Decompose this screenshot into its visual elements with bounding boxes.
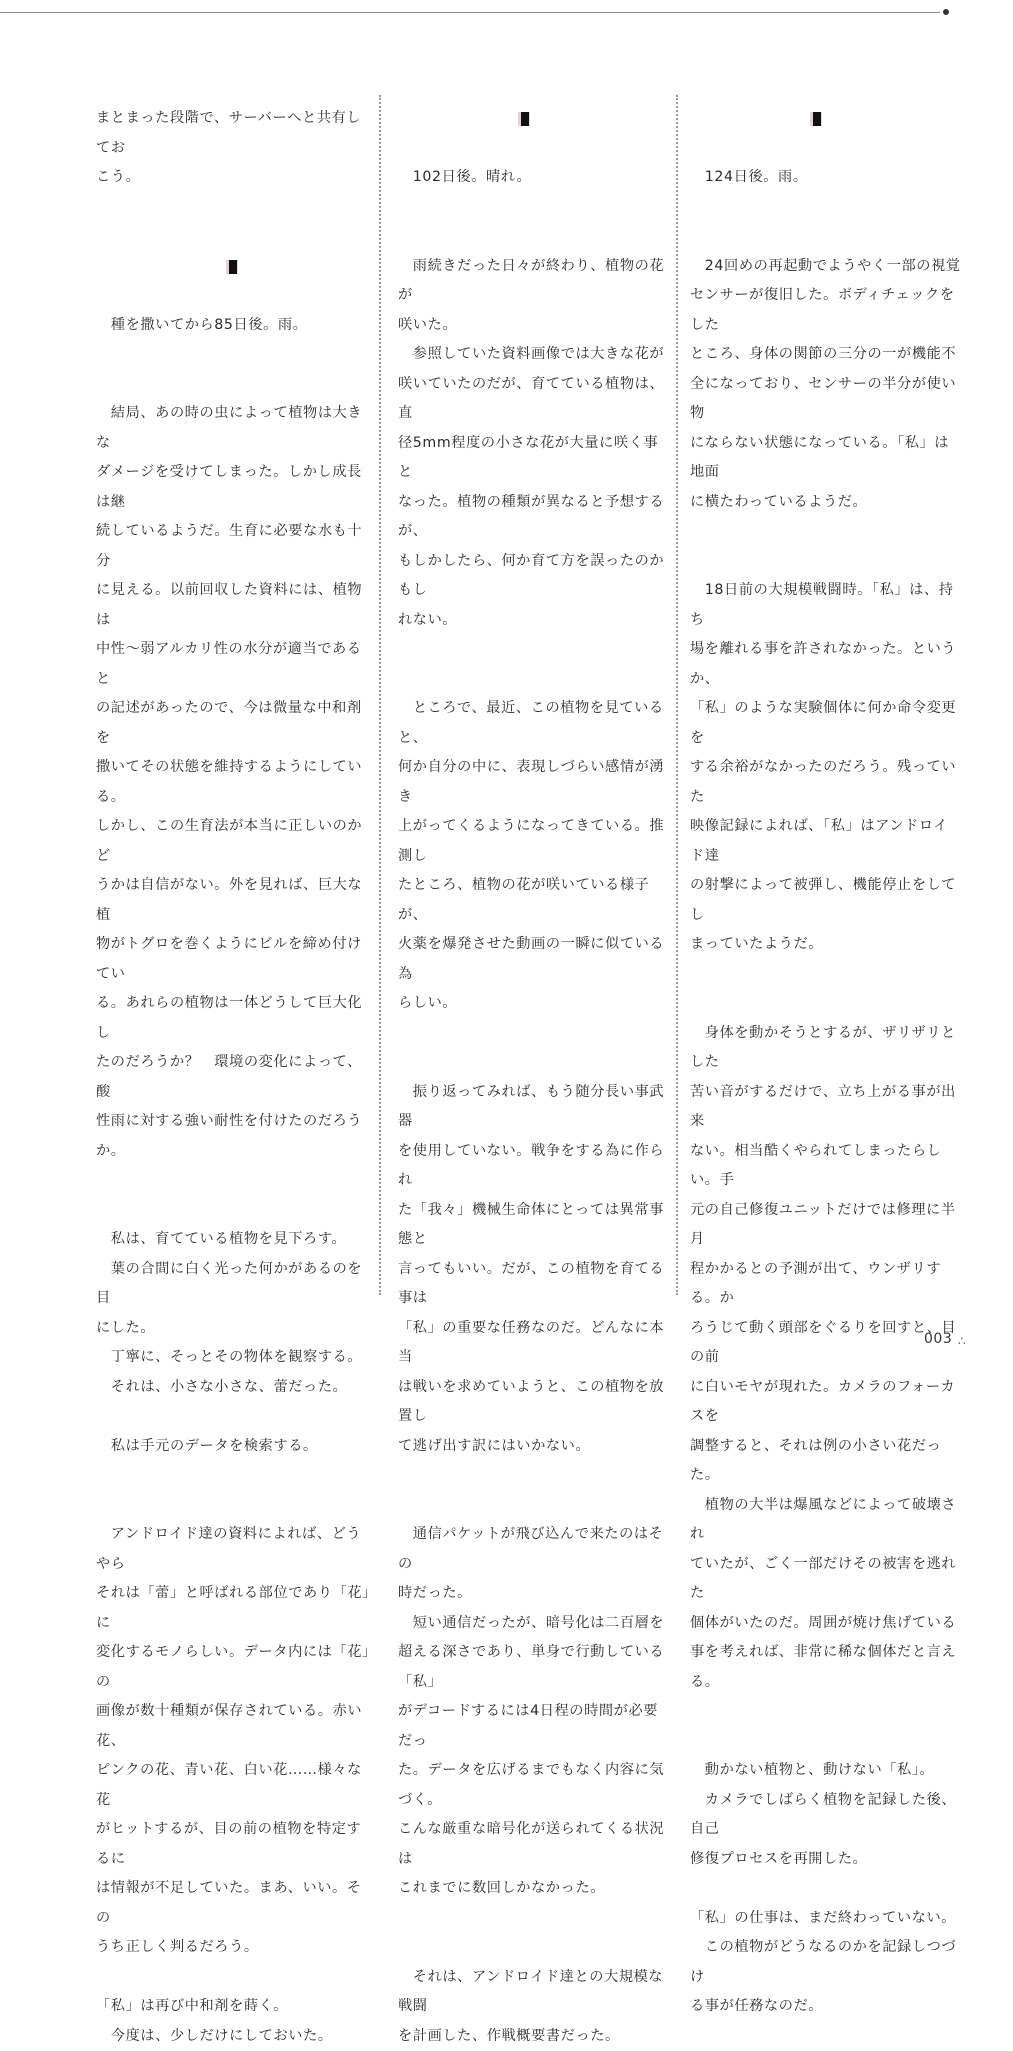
text-line: アンドロイド達の資料によれば、どうやら: [96, 1520, 374, 1579]
text-line: なった。植物の種類が異なると予想するが、: [398, 488, 670, 547]
blank-line: [690, 517, 962, 547]
blank-line: [690, 222, 962, 252]
text-line: カメラでしばらく植物を記録した後、自己: [690, 1786, 962, 1845]
text-line: ピンクの花、青い花、白い花……様々な花: [96, 1756, 374, 1815]
text-line: にした。: [96, 1314, 374, 1344]
text-line: する余裕がなかったのだろう。残っていた: [690, 753, 962, 812]
text-line: 物がトグロを巻くようにビルを締め付けてい: [96, 930, 374, 989]
text-line: 通信パケットが飛び込んで来たのはその: [398, 1520, 670, 1579]
blank-line: [398, 1904, 670, 1934]
text-line: それは、アンドロイド達との大規模な戦闘: [398, 1963, 670, 2022]
blank-line: [96, 370, 374, 400]
text-line: ところ、身体の関節の三分の一が機能不: [690, 340, 962, 370]
blank-line: [690, 960, 962, 990]
section-marker-icon: [810, 112, 822, 126]
text-line: 私は手元のデータを検索する。: [96, 1432, 374, 1462]
blank-line: [398, 635, 670, 665]
text-line: 映像記録によれば、「私」はアンドロイド達: [690, 812, 962, 871]
text-line: 124日後。雨。: [690, 163, 962, 193]
column-2: [398, 104, 670, 2051]
text-line: れない。: [398, 606, 670, 636]
blank-line: [96, 1491, 374, 1521]
text-line: 変化するモノらしい。データ内には「花」の: [96, 1638, 374, 1697]
text-line: 程かかるとの予測が出て、ウンザリする。か: [690, 1255, 962, 1314]
text-line: 撒いてその状態を維持するようにしている。: [96, 753, 374, 812]
section-marker: [690, 104, 962, 134]
text-line: は戦いを求めていようと、この植物を放置し: [398, 1373, 670, 1432]
text-line: 種を撒いてから85日後。雨。: [96, 311, 374, 341]
text-line: こう。: [96, 163, 374, 193]
text-line: に横たわっているようだ。: [690, 488, 962, 518]
column-divider-2: [676, 95, 678, 1295]
text-line: がデコードするには4日程の時間が必要だっ: [398, 1697, 670, 1756]
blank-line: [690, 1874, 962, 1904]
blank-line: [398, 1491, 670, 1521]
text-line: たのだろうか？ 環境の変化によって、酸: [96, 1048, 374, 1107]
text-line: 「私」は再び中和剤を蒔く。: [96, 1992, 374, 2022]
text-line: 咲いた。: [398, 311, 670, 341]
text-line: る事が任務なのだ。: [690, 1992, 962, 2022]
text-line: ダメージを受けてしまった。しかし成長は継: [96, 458, 374, 517]
text-line: 続しているようだ。生育に必要な水も十分: [96, 517, 374, 576]
text-line: 振り返ってみれば、もう随分長い事武器: [398, 1078, 670, 1137]
blank-line: [690, 1697, 962, 1727]
blank-line: [96, 1461, 374, 1491]
text-line: 性雨に対する強い耐性を付けたのだろうか。: [96, 1107, 374, 1166]
text-line: た「我々」機械生命体にとっては異常事態と: [398, 1196, 670, 1255]
text-line: を使用していない。戦争をする為に作られ: [398, 1137, 670, 1196]
blank-line: [96, 222, 374, 252]
text-line: る。あれらの植物は一体どうして巨大化し: [96, 989, 374, 1048]
text-line: がヒットするが、目の前の植物を特定するに: [96, 1815, 374, 1874]
blank-line: [398, 134, 670, 164]
text-line: まとまった段階で、サーバーへと共有してお: [96, 104, 374, 163]
text-line: 「私」のような実験個体に何か命令変更を: [690, 694, 962, 753]
blank-line: [96, 1166, 374, 1196]
text-line: の射撃によって被弾し、機能停止をしてし: [690, 871, 962, 930]
text-line: 咲いていたのだが、育てている植物は、直: [398, 370, 670, 429]
text-line: 中性〜弱アルカリ性の水分が適当であると: [96, 635, 374, 694]
text-line: 言ってもいい。だが、この植物を育てる事は: [398, 1255, 670, 1314]
text-line: 個体がいたのだ。周囲が焼け焦げている: [690, 1609, 962, 1639]
blank-line: [96, 193, 374, 223]
text-line: 身体を動かそうとするが、ザリザリとした: [690, 1019, 962, 1078]
column-divider-1: [379, 95, 381, 1295]
text-line: 24回めの再起動でようやく一部の視覚: [690, 252, 962, 282]
text-line: 雨続きだった日々が終わり、植物の花が: [398, 252, 670, 311]
text-line: こんな厳重な暗号化が送られてくる状況は: [398, 1815, 670, 1874]
section-marker-icon: [226, 260, 238, 274]
blank-line: [398, 1048, 670, 1078]
blank-line: [96, 1402, 374, 1432]
text-line: この植物がどうなるのかを記録しつづけ: [690, 1933, 962, 1992]
text-line: 場を離れる事を許されなかった。というか、: [690, 635, 962, 694]
page-number-ornament: ∴: [958, 1334, 966, 1348]
text-line: 18日前の大規模戦闘時。「私」は、持ち: [690, 576, 962, 635]
top-rule: [0, 12, 940, 13]
text-line: たところ、植物の花が咲いている様子が、: [398, 871, 670, 930]
text-line: 「私」の重要な任務なのだ。どんなに本当: [398, 1314, 670, 1373]
blank-line: [398, 222, 670, 252]
blank-line: [96, 340, 374, 370]
blank-line: [398, 1019, 670, 1049]
text-line: 超える深さであり、単身で行動している「私」: [398, 1638, 670, 1697]
text-line: 私は、育てている植物を見下ろす。: [96, 1225, 374, 1255]
blank-line: [398, 1933, 670, 1963]
text-line: 上がってくるようになってきている。推測し: [398, 812, 670, 871]
text-line: 植物の大半は爆風などによって破壊され: [690, 1491, 962, 1550]
text-line: しかし、この生育法が本当に正しいのかど: [96, 812, 374, 871]
text-line: 径5mm程度の小さな花が大量に咲く事と: [398, 429, 670, 488]
text-line: の記述があったので、今は微量な中和剤を: [96, 694, 374, 753]
column-1: [96, 104, 374, 2051]
text-line: うち正しく判るだろう。: [96, 1933, 374, 1963]
text-line: ない。相当酷くやられてしまったらしい。手: [690, 1137, 962, 1196]
text-line: うかは自信がない。外を見れば、巨大な植: [96, 871, 374, 930]
text-line: 短い通信だったが、暗号化は二百層を: [398, 1609, 670, 1639]
section-marker: [398, 104, 670, 134]
text-line: 苦い音がするだけで、立ち上がる事が出来: [690, 1078, 962, 1137]
text-line: 参照していた資料画像では大きな花が: [398, 340, 670, 370]
blank-line: [690, 134, 962, 164]
text-line: に白いモヤが現れた。カメラのフォーカスを: [690, 1373, 962, 1432]
text-line: 時だった。: [398, 1579, 670, 1609]
text-line: ところで、最近、この植物を見ていると、: [398, 694, 670, 753]
text-line: 全になっており、センサーの半分が使い物: [690, 370, 962, 429]
text-line: 102日後。晴れ。: [398, 163, 670, 193]
text-line: 丁寧に、そっとその物体を観察する。: [96, 1343, 374, 1373]
blank-line: [398, 1461, 670, 1491]
text-line: センサーが復旧した。ボディチェックをした: [690, 281, 962, 340]
text-line: 火薬を爆発させた動画の一瞬に似ている為: [398, 930, 670, 989]
text-line: 動かない植物と、動けない「私」。: [690, 1756, 962, 1786]
text-line: て逃げ出す訳にはいかない。: [398, 1432, 670, 1462]
text-line: は情報が不足していた。まあ、いい。その: [96, 1874, 374, 1933]
text-line: ろうじて動く頭部をぐるりを回すと、目の前: [690, 1314, 962, 1373]
text-line: これまでに数回しかなかった。: [398, 1874, 670, 1904]
text-line: 「私」の仕事は、まだ終わっていない。: [690, 1904, 962, 1934]
text-line: 何か自分の中に、表現しづらい感情が湧き: [398, 753, 670, 812]
text-line: 結局、あの時の虫によって植物は大きな: [96, 399, 374, 458]
text-line: 調整すると、それは例の小さい花だった。: [690, 1432, 962, 1491]
top-rule-dot: [943, 9, 949, 15]
text-line: らしい。: [398, 989, 670, 1019]
blank-line: [690, 193, 962, 223]
blank-line: [96, 1963, 374, 1993]
text-line: た。データを広げるまでもなく内容に気づく。: [398, 1756, 670, 1815]
blank-line: [96, 1196, 374, 1226]
text-line: もしかしたら、何か育て方を誤ったのかもし: [398, 547, 670, 606]
text-line: それは、小さな小さな、蕾だった。: [96, 1373, 374, 1403]
text-line: 葉の合間に白く光った何かがあるのを目: [96, 1255, 374, 1314]
blank-line: [96, 281, 374, 311]
text-line: 事を考えれば、非常に稀な個体だと言える。: [690, 1638, 962, 1697]
text-line: に見える。以前回収した資料には、植物は: [96, 576, 374, 635]
text-line: 修復プロセスを再開した。: [690, 1845, 962, 1875]
text-line: ていたが、ごく一部だけその被害を逃れた: [690, 1550, 962, 1609]
text-line: 元の自己修復ユニットだけでは修理に半月: [690, 1196, 962, 1255]
section-marker-icon: [518, 112, 530, 126]
text-line: にならない状態になっている。「私」は地面: [690, 429, 962, 488]
text-line: 今度は、少しだけにしておいた。: [96, 2022, 374, 2051]
blank-line: [398, 193, 670, 223]
page-number: 003: [924, 1331, 952, 1347]
text-line: まっていたようだ。: [690, 930, 962, 960]
blank-line: [398, 665, 670, 695]
blank-line: [690, 989, 962, 1019]
blank-line: [690, 1727, 962, 1757]
column-3: [690, 104, 962, 2022]
text-line: それは「蕾」と呼ばれる部位であり「花」に: [96, 1579, 374, 1638]
blank-line: [690, 547, 962, 577]
text-line: を計画した、作戦概要書だった。: [398, 2022, 670, 2051]
text-line: 画像が数十種類が保存されている。赤い花、: [96, 1697, 374, 1756]
section-marker: [96, 252, 374, 282]
